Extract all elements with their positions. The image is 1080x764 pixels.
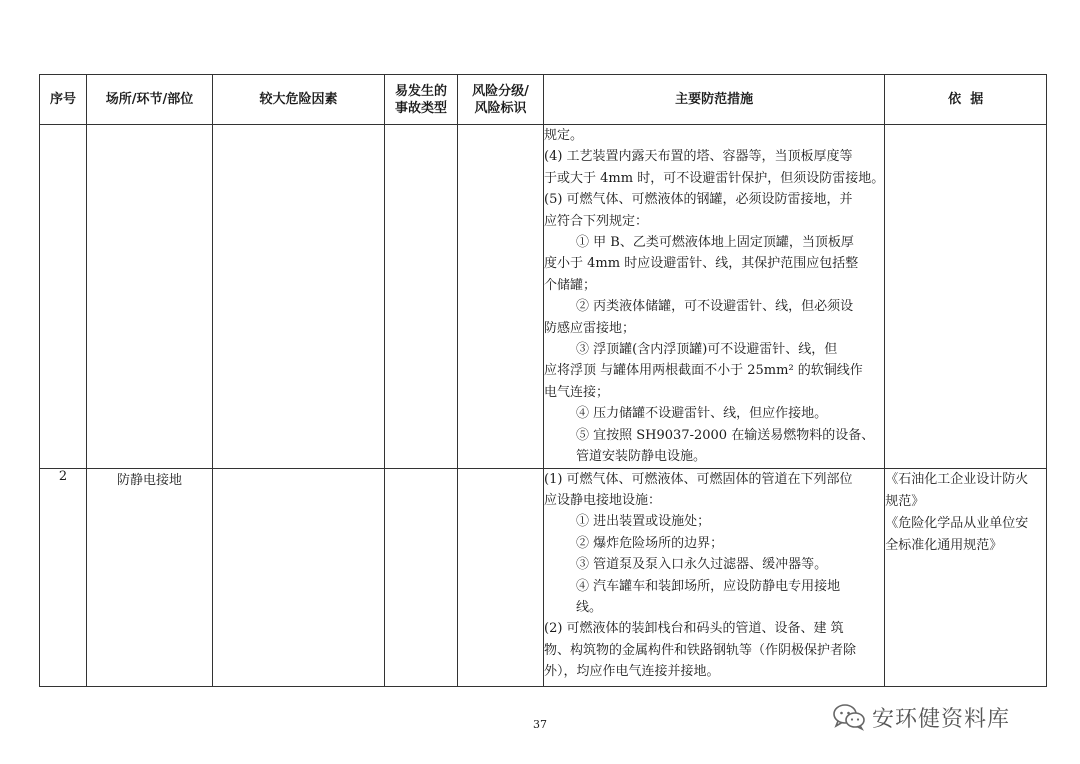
row-accident-cell xyxy=(385,468,458,686)
header-basis: 依 据 xyxy=(885,75,1047,125)
measure-line: ① 甲 B、乙类可燃液体地上固定顶罐，当顶板厚 xyxy=(576,235,854,251)
measure-line: ③ 管道泵及泵入口永久过滤器、缓冲器等。 xyxy=(576,557,828,573)
measure-line: ② 丙类液体储罐，可不设避雷针、线，但必须设 xyxy=(576,299,854,315)
measure-line: ④ 压力储罐不设避雷针、线，但应作接地。 xyxy=(576,406,828,422)
basis-line: 全标准化通用规范》 xyxy=(885,537,1003,553)
basis-line: 《石油化工企业设计防火 xyxy=(885,471,1029,487)
header-accident-type: 易发生的 事故类型 xyxy=(385,75,458,125)
measure-line: 管道安装防静电设施。 xyxy=(576,449,707,465)
measure-line: ② 爆炸危险场所的边界； xyxy=(576,535,724,551)
row-accident-cell xyxy=(385,125,458,469)
row-factor-cell xyxy=(213,125,385,469)
row-factor-cell xyxy=(213,468,385,686)
row-location-cell xyxy=(87,125,213,469)
header-location: 场所/环节/部位 xyxy=(87,75,213,125)
table-row xyxy=(40,468,1047,686)
row-index-cell xyxy=(40,125,87,469)
table-header-row xyxy=(40,75,1047,125)
header-index: 序号 xyxy=(40,75,87,125)
measure-line: 物、构筑物的金属构件和铁路钢轨等（作阴极保护者除 xyxy=(544,642,857,658)
measure-line: (2) 可燃液体的装卸栈台和码头的管道、设备、建 筑 xyxy=(544,621,844,637)
safety-measures-table xyxy=(39,74,1047,687)
basis-line: 《危险化学品从业单位安 xyxy=(885,515,1029,531)
header-measures: 主要防范措施 xyxy=(544,75,885,125)
measure-line: (1) 可燃气体、可燃液体、可燃固体的管道在下列部位 xyxy=(544,471,853,487)
measure-line: 电气连接； xyxy=(544,384,610,400)
row-index-cell: 2 xyxy=(40,468,87,686)
measure-line: 线。 xyxy=(576,599,603,615)
measure-line: 于或大于 4mm 时，可不设避雷针保护，但须设防雷接地。 xyxy=(544,170,885,186)
measure-line: 规定。 xyxy=(544,128,584,143)
header-hazard-factor: 较大危险因素 xyxy=(213,75,385,125)
row-measures-cell xyxy=(544,125,885,469)
measure-line: (4) 工艺装置内露天布置的塔、容器等，当顶板厚度等 xyxy=(544,149,853,165)
measure-line: 个储罐； xyxy=(544,277,597,293)
measure-line: 应符合下列规定： xyxy=(544,213,649,229)
measure-line: (5) 可燃气体、可燃液体的钢罐，必须设防雷接地，并 xyxy=(544,192,853,208)
header-risk-level: 风险分级/ 风险标识 xyxy=(458,75,544,125)
row-location-cell: 防静电接地 xyxy=(87,468,213,686)
wechat-icon xyxy=(832,703,866,731)
watermark-text: 安环健资料库 xyxy=(872,706,1011,732)
watermark xyxy=(832,703,1010,731)
row-risk-cell xyxy=(458,468,544,686)
row-measures-cell xyxy=(544,468,885,686)
page-number: 37 xyxy=(533,718,547,731)
measure-line: 外），均应作电气连接并接地。 xyxy=(544,664,720,680)
table-row xyxy=(40,125,1047,469)
measure-line: 应将浮顶 与罐体用两根截面不小于 25mm² 的软铜线作 xyxy=(544,363,863,379)
measure-line: 度小于 4mm 时应设避雷针、线，其保护范围应包括整 xyxy=(544,256,859,272)
measure-line: ① 进出装置或设施处； xyxy=(576,514,711,530)
basis-line: 规范》 xyxy=(885,493,925,509)
row-risk-cell xyxy=(458,125,544,469)
measure-line: ③ 浮顶罐(含内浮顶罐)可不设避雷针、线，但 xyxy=(576,342,838,358)
measure-line: ④ 汽车罐车和装卸场所，应设防静电专用接地 xyxy=(576,578,841,594)
row-basis-cell xyxy=(885,468,1047,686)
measure-line: 应设静电接地设施： xyxy=(544,492,662,508)
measure-line: 防感应雷接地； xyxy=(544,320,636,336)
row-basis-cell xyxy=(885,125,1047,469)
measure-line: ⑤ 宜按照 SH9037-2000 在输送易燃物料的设备、 xyxy=(576,427,875,443)
